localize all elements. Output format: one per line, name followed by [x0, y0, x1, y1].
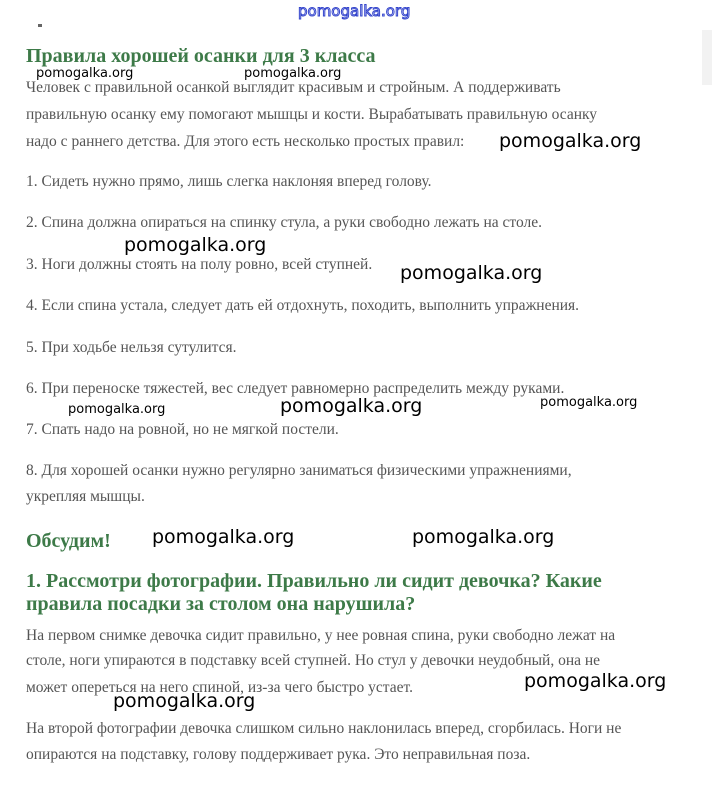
answer-line: столе, ноги упираются в подставку всей ступней. Но стул у девочки неудобный, она не [26, 652, 601, 669]
answer-line: На первом снимке девочка сидит правильно, у нее ровная спина, руки свободно лежат на [26, 627, 616, 644]
watermark: pomogalka.org [113, 690, 256, 712]
intro-line: надо с раннего детства. Для этого есть несколько простых правил: [26, 133, 465, 150]
rule-item: 6. При переноске тяжестей, вес следует равномерно распределить между руками. [26, 380, 565, 397]
answer-line: опираются на подставку, голову поддерживает рука. Это неправильная поза. [26, 746, 531, 763]
rule-item: укрепляя мышцы. [26, 488, 145, 505]
watermark: pomogalka.org [412, 526, 555, 548]
intro-line: Человек с правильной осанкой выглядит красивым и стройным. А поддерживать [26, 79, 561, 96]
discuss-heading: Обсудим! [26, 530, 111, 552]
rule-item: 4. Если спина устала, следует дать ей отдохнуть, походить, выполнить упражнения. [26, 297, 580, 314]
watermark: pomogalka.org [524, 670, 667, 692]
rule-item: 7. Спать надо на ровной, но не мягкой постели. [26, 421, 339, 438]
answer-line: На второй фотографии девочка слишком сильно наклонилась вперед, сгорбилась. Ноги не [26, 720, 622, 737]
watermark: pomogalka.org [36, 66, 134, 81]
watermark: pomogalka.org [68, 402, 166, 417]
rule-item: 3. Ноги должны стоять на полу ровно, всей ступней. [26, 256, 373, 273]
watermark: pomogalka.org [152, 526, 295, 548]
watermark: pomogalka.org [540, 395, 638, 410]
watermark: pomogalka.org [499, 130, 642, 152]
watermark: pomogalka.org [400, 262, 543, 284]
watermark: pomogalka.org [280, 395, 423, 417]
rule-item: 8. Для хорошей осанки нужно регулярно заниматься физическими упражнениями, [26, 462, 572, 479]
answer-line: может опереться на него спиной, из-за чего быстро устает. [26, 679, 413, 696]
rule-item: 1. Сидеть нужно прямо, лишь слегка наклоняя вперед голову. [26, 173, 432, 190]
watermark: pomogalka.org [244, 66, 342, 81]
question-heading: 1. Рассмотри фотографии. Правильно ли сидит девочка? Какие [26, 570, 602, 592]
rule-item: 5. При ходьбе нельзя сутулится. [26, 339, 237, 356]
watermark: pomogalka.org [298, 2, 411, 20]
page-edge [702, 30, 712, 85]
bullet-fragment [38, 24, 42, 27]
question-heading: правила посадки за столом она нарушила? [26, 593, 416, 615]
watermark: pomogalka.org [124, 234, 267, 256]
rule-item: 2. Спина должна опираться на спинку стула, а руки свободно лежать на столе. [26, 214, 542, 231]
intro-line: правильную осанку ему помогают мышцы и кости. Вырабатывать правильную осанку [26, 106, 598, 123]
page-title: Правила хорошей осанки для 3 класса [26, 45, 376, 67]
